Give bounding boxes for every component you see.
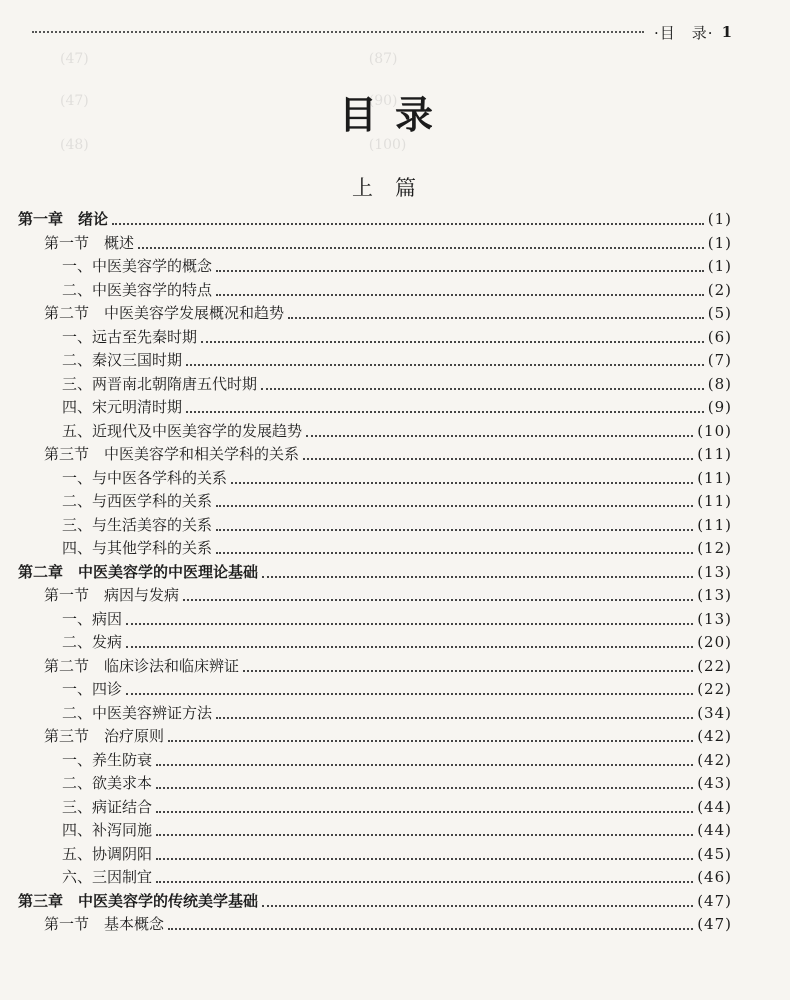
toc-entry-label: 第一章 绪论 <box>18 210 109 228</box>
toc-entry-item <box>62 395 732 419</box>
toc-entry-page: (12) <box>697 539 732 557</box>
toc-entry-page: (8) <box>707 375 732 393</box>
toc-entry-item <box>62 536 732 560</box>
running-header <box>32 20 732 44</box>
toc-entry-item <box>62 466 732 490</box>
toc-entry-label: 五、协调阴阳 <box>62 845 153 863</box>
toc-entry-item <box>62 348 732 372</box>
toc-entry-label: 第二节 临床诊法和临床辨证 <box>44 657 240 675</box>
toc-entry-chapter <box>18 889 732 913</box>
toc-entry-page: (13) <box>697 586 732 604</box>
toc-leader-dots <box>216 270 704 272</box>
toc-entry-item <box>62 701 732 725</box>
toc-leader-dots <box>262 905 693 907</box>
toc-entry-item <box>62 842 732 866</box>
toc-entry-label: 一、远古至先秦时期 <box>62 328 198 346</box>
toc-leader-dots <box>261 388 704 390</box>
toc-entry-page: (43) <box>697 774 732 792</box>
toc-leader-dots <box>138 247 704 249</box>
toc-entry-item <box>62 513 732 537</box>
toc-entry-item <box>62 254 732 278</box>
toc-leader-dots <box>183 599 693 601</box>
toc-entry-section <box>44 231 732 255</box>
toc-entry-item <box>62 748 732 772</box>
show-through-text: (48) (100) <box>60 137 407 153</box>
toc-entry-label: 六、三因制宜 <box>62 868 153 886</box>
header-title: ·目 录· <box>654 23 714 42</box>
toc-entry-section <box>44 654 732 678</box>
toc-entry-page: (2) <box>707 281 732 299</box>
toc-entry-label: 第一节 病因与发病 <box>44 586 180 604</box>
toc-entry-item <box>62 489 732 513</box>
toc-entry-chapter <box>18 207 732 231</box>
toc-leader-dots <box>288 317 704 319</box>
toc-entry-item <box>62 818 732 842</box>
toc-entry-page: (42) <box>697 751 732 769</box>
toc-leader-dots <box>156 811 693 813</box>
toc-entry-page: (9) <box>707 398 732 416</box>
toc-entry-item <box>62 278 732 302</box>
toc-entry-item <box>62 771 732 795</box>
toc-leader-dots <box>216 529 693 531</box>
toc-entry-item <box>62 607 732 631</box>
toc-entry-section <box>44 583 732 607</box>
toc-entry-page: (22) <box>697 657 732 675</box>
toc-leader-dots <box>126 623 693 625</box>
toc-leader-dots <box>156 787 693 789</box>
toc-leader-dots <box>156 881 693 883</box>
toc-entry-label: 二、中医美容辨证方法 <box>62 704 213 722</box>
toc-entry-label: 第一节 基本概念 <box>44 915 165 933</box>
toc-entry-page: (11) <box>697 445 732 463</box>
toc-entry-label: 一、病因 <box>62 610 123 628</box>
toc-entry-label: 四、补泻同施 <box>62 821 153 839</box>
toc-leader-dots <box>186 411 704 413</box>
toc-leader-dots <box>156 858 693 860</box>
toc-entry-label: 三、病证结合 <box>62 798 153 816</box>
toc-entry-label: 二、欲美求本 <box>62 774 153 792</box>
toc-leader-dots <box>262 576 693 578</box>
toc-entry-label: 一、中医美容学的概念 <box>62 257 213 275</box>
toc-entry-chapter <box>18 560 732 584</box>
toc-entry-label: 一、与中医各学科的关系 <box>62 469 228 487</box>
toc-leader-dots <box>156 834 693 836</box>
toc-leader-dots <box>216 294 704 296</box>
toc-leader-dots <box>126 693 693 695</box>
toc-entry-page: (1) <box>707 257 732 275</box>
toc-entry-item <box>62 419 732 443</box>
toc-entry-label: 三、两晋南北朝隋唐五代时期 <box>62 375 258 393</box>
toc-leader-dots <box>216 505 693 507</box>
toc-entry-label: 二、与西医学科的关系 <box>62 492 213 510</box>
toc-entry-item <box>62 795 732 819</box>
toc-entry-page: (1) <box>707 210 732 228</box>
toc-entry-page: (5) <box>707 304 732 322</box>
toc-leader-dots <box>216 717 693 719</box>
toc-leader-dots <box>303 458 693 460</box>
toc-entry-page: (45) <box>697 845 732 863</box>
toc-entry-page: (13) <box>697 610 732 628</box>
show-through-text: (47) (87) <box>60 51 398 67</box>
toc-entry-label: 二、秦汉三国时期 <box>62 351 183 369</box>
toc-leader-dots <box>216 552 693 554</box>
toc-entry-page: (46) <box>697 868 732 886</box>
toc-entry-page: (47) <box>697 892 732 910</box>
header-page-number: 1 <box>721 23 732 41</box>
toc-leader-dots <box>186 364 704 366</box>
show-through-text: (47) (90) <box>60 93 398 109</box>
toc-leader-dots <box>156 764 693 766</box>
toc-leader-dots <box>126 646 693 648</box>
toc-leader-dots <box>306 435 693 437</box>
toc-entry-page: (7) <box>707 351 732 369</box>
toc-entry-section <box>44 724 732 748</box>
toc-entry-label: 第二节 中医美容学发展概况和趋势 <box>44 304 285 322</box>
toc-entry-page: (1) <box>707 234 732 252</box>
toc-entry-label: 一、养生防衰 <box>62 751 153 769</box>
toc-entry-item <box>62 325 732 349</box>
toc-entry-label: 四、宋元明清时期 <box>62 398 183 416</box>
toc-entry-page: (22) <box>697 680 732 698</box>
toc-entry-label: 第三节 中医美容学和相关学科的关系 <box>44 445 300 463</box>
toc-entry-page: (42) <box>697 727 732 745</box>
toc-entry-page: (6) <box>707 328 732 346</box>
toc-entry-section <box>44 912 732 936</box>
toc-entry-page: (20) <box>697 633 732 651</box>
page-title: 目录 <box>338 93 451 137</box>
toc-leader-dots <box>168 928 693 930</box>
toc-entry-page: (13) <box>697 563 732 581</box>
toc-entry-item <box>62 630 732 654</box>
toc-leader-dots <box>201 341 704 343</box>
toc-leader-dots <box>112 223 704 225</box>
toc-entry-label: 第三章 中医美容学的传统美学基础 <box>18 892 259 910</box>
toc-entry-page: (44) <box>697 798 732 816</box>
toc-entry-label: 第三节 治疗原则 <box>44 727 165 745</box>
toc-entry-page: (11) <box>697 492 732 510</box>
toc-entry-item <box>62 677 732 701</box>
toc-entry-label: 二、中医美容学的特点 <box>62 281 213 299</box>
toc-entry-page: (44) <box>697 821 732 839</box>
toc-leader-dots <box>231 482 693 484</box>
toc-entry-label: 第二章 中医美容学的中医理论基础 <box>18 563 259 581</box>
toc-entry-label: 二、发病 <box>62 633 123 651</box>
toc-entry-label: 五、近现代及中医美容学的发展趋势 <box>62 422 303 440</box>
toc-entry-page: (11) <box>697 469 732 487</box>
part-title: 上篇 <box>352 176 438 200</box>
header-dotted-rule <box>32 31 644 33</box>
toc-entry-section <box>44 301 732 325</box>
toc-entry-label: 一、四诊 <box>62 680 123 698</box>
toc-entry-page: (47) <box>697 915 732 933</box>
toc-entry-label: 三、与生活美容的关系 <box>62 516 213 534</box>
toc-entry-page: (11) <box>697 516 732 534</box>
toc-leader-dots <box>243 670 693 672</box>
toc-leader-dots <box>168 740 693 742</box>
toc-entry-label: 四、与其他学科的关系 <box>62 539 213 557</box>
toc-entry-item <box>62 865 732 889</box>
toc-entry-label: 第一节 概述 <box>44 234 135 252</box>
toc-entry-page: (10) <box>697 422 732 440</box>
toc-entry-page: (34) <box>697 704 732 722</box>
toc-entry-section <box>44 442 732 466</box>
toc-entry-item <box>62 372 732 396</box>
